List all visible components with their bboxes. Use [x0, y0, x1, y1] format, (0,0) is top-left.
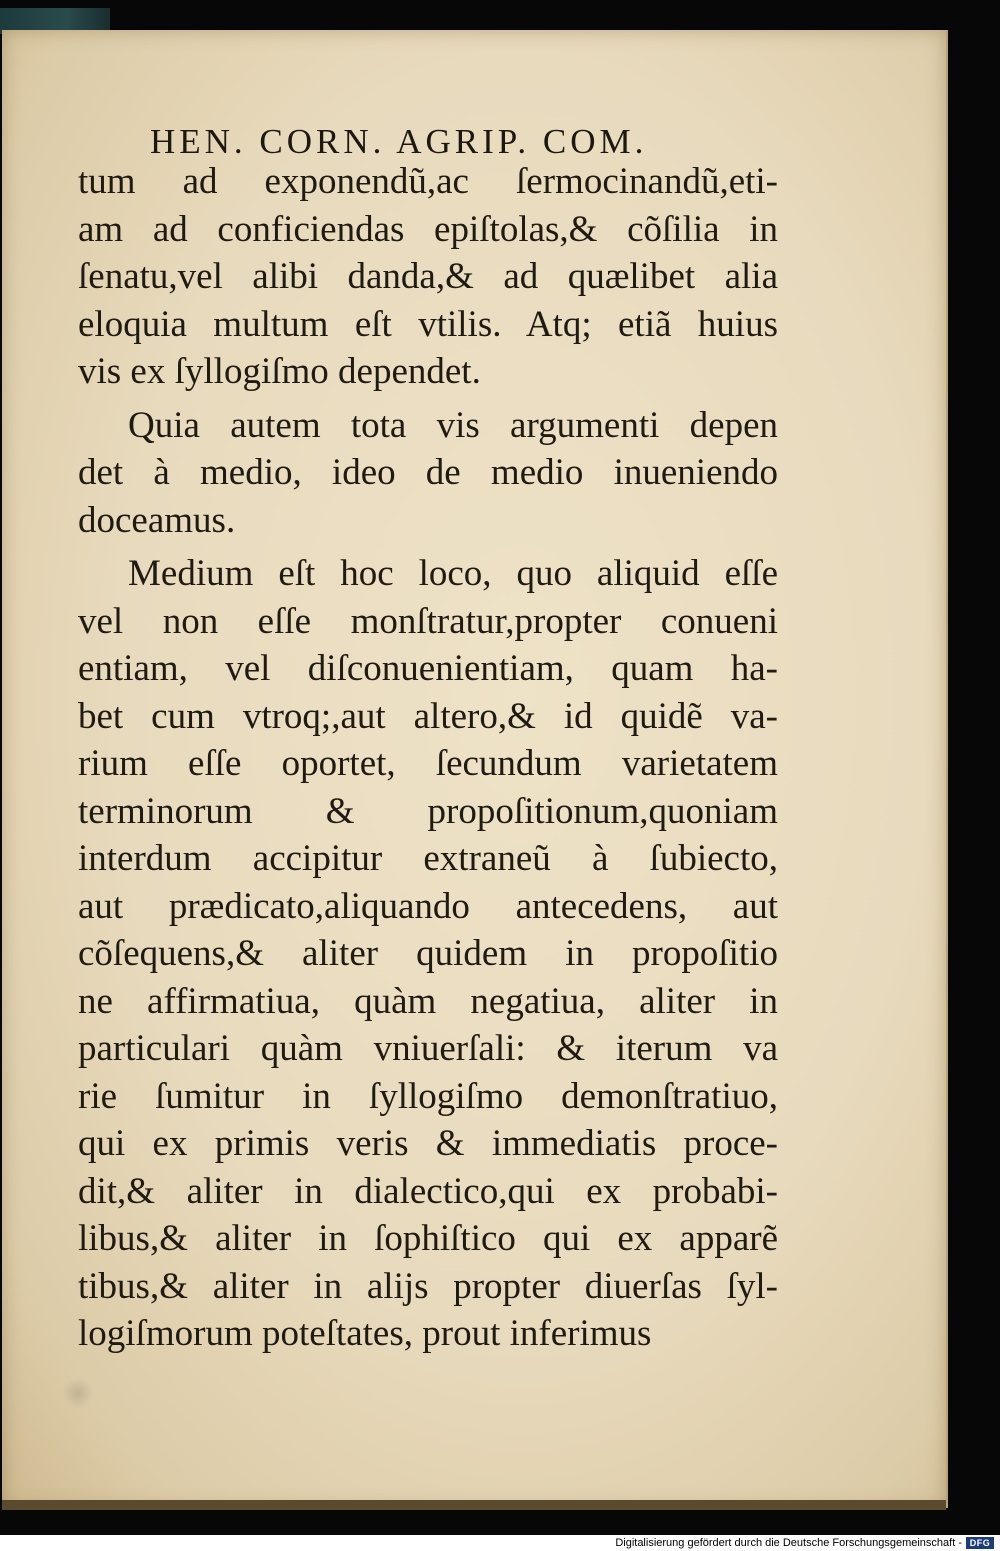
- text-line: particulari quàm vniuerſali: & iterum va: [78, 1028, 778, 1069]
- dfg-logo: DFG: [966, 1537, 994, 1549]
- text-line: cõſequens,& aliter quidem in propoſitio: [78, 933, 778, 974]
- paper-stain: [62, 1378, 94, 1408]
- text-line: bet cum vtroq;,aut altero,& id quidẽ va-: [78, 695, 778, 737]
- text-line: det à medio, ideo de medio inueniendo: [78, 452, 778, 493]
- text-line: am ad conficiendas epiſtolas,& cõſilia in: [78, 208, 778, 250]
- text-line: tum ad exponendũ,ac ſermocinandũ,eti-: [78, 161, 778, 202]
- text-line: vis ex ſyllogiſmo dependet.: [78, 351, 481, 392]
- digitization-credit: Digitalisierung gefördert durch die Deutsche Forschungsgemeinschaft -: [615, 1537, 962, 1549]
- text-line: qui ex primis veris & immediatis proce-: [78, 1123, 778, 1164]
- running-head: HEN. CORN. AGRIP. COM.: [150, 122, 648, 161]
- text-line: entiam, vel diſconuenientiam, quam ha-: [78, 648, 778, 689]
- text-line: Quia autem tota vis argumenti depen: [128, 404, 778, 446]
- page-bottom-edge: [2, 1500, 946, 1510]
- text-line: Medium eſt hoc loco, quo aliquid eſſe: [128, 553, 778, 594]
- text-line: logiſmorum poteſtates, prout inferimus: [78, 1313, 652, 1354]
- text-line: terminorum & propoſitionum,quoniam: [78, 790, 778, 832]
- text-line: interdum accipitur extraneũ à ſubiecto,: [78, 838, 778, 879]
- text-line: ſenatu,vel alibi danda,& ad quælibet alia: [78, 256, 778, 297]
- text-line: dit,& aliter in dialectico,qui ex probabi-: [78, 1170, 778, 1212]
- text-line: eloquia multum eſt vtilis. Atq; etiã huius: [78, 303, 778, 345]
- text-line: libus,& aliter in ſophiſtico qui ex apparẽ: [78, 1218, 778, 1259]
- body-text: [78, 158, 778, 1358]
- text-line: rie ſumitur in ſyllogiſmo demonſtratiuo,: [78, 1075, 778, 1117]
- text-line: vel non eſſe monſtratur,propter conueni: [78, 600, 778, 642]
- text-line: ne affirmatiua, quàm negatiua, aliter in: [78, 980, 778, 1022]
- text-line: rium eſſe oportet, ſecundum varietatem: [78, 743, 778, 784]
- text-line: tibus,& aliter in aliјs propter diuerſas ſyl-: [78, 1265, 778, 1307]
- text-line: aut prædicato,aliquando antecedens, aut: [78, 885, 778, 927]
- text-line: doceamus.: [78, 499, 236, 541]
